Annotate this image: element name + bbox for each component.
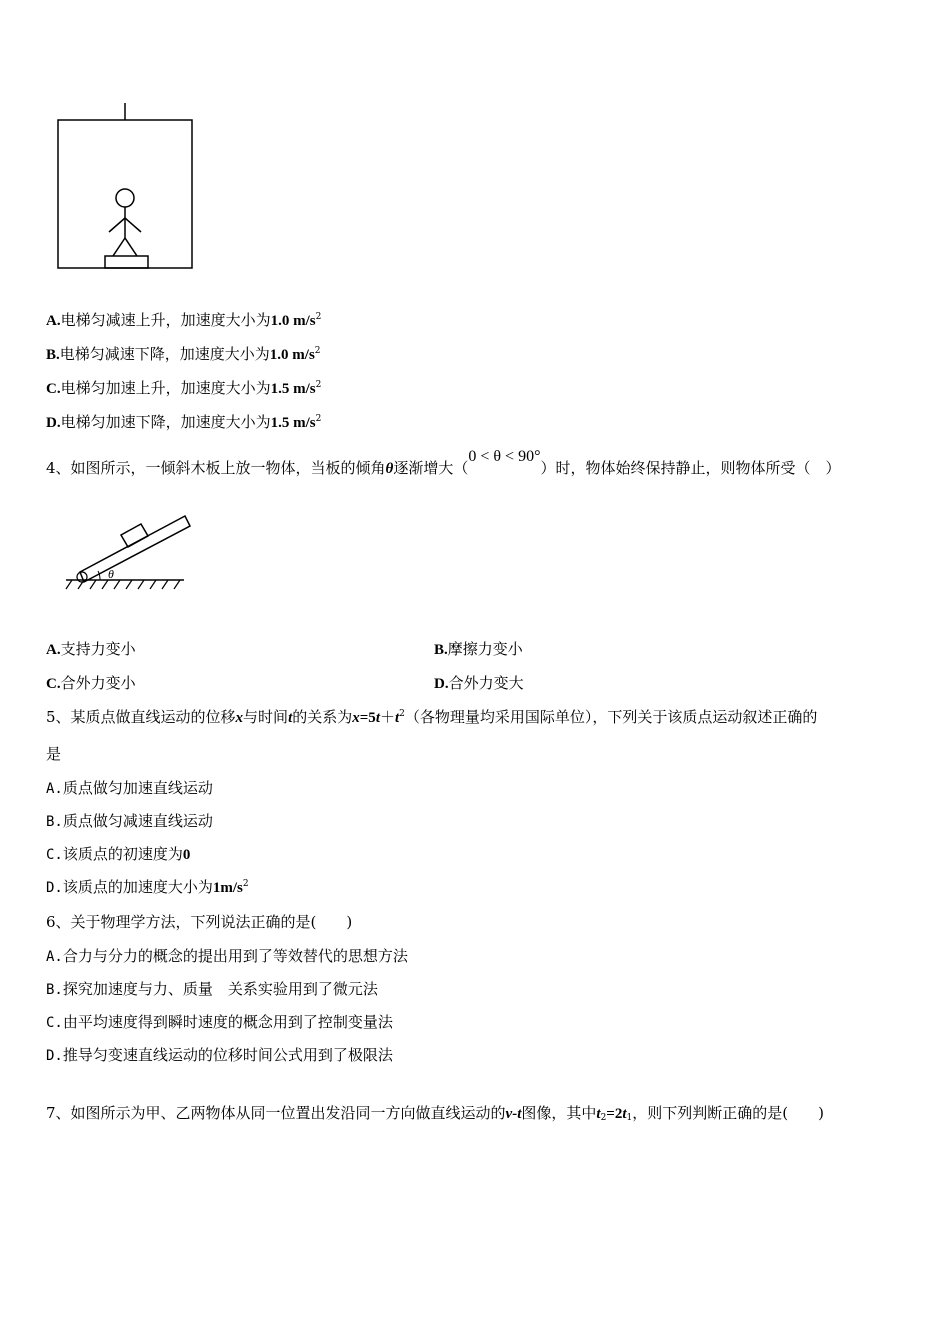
angle-arc [98,571,100,580]
q3-option-b: B.电梯匀减速下降，加速度大小为1.0 $m/s^2$ [46,345,321,363]
q5-stem-line2: 是 [46,745,62,763]
q5-option-c: C.该质点的初速度为0 [46,845,191,863]
q7-stem: 7、如图所示为甲、乙两物体从同一位置出发沿同一方向做直线运动的v-t图像，其中$t_2=2t_1$，则下列判断正确的是( ) [46,1104,824,1123]
angle-theta-label: θ [108,567,114,581]
inclined-board [80,516,190,582]
q3-option-c: C.电梯匀加速上升，加速度大小为1.5 $m/s^2$ [46,379,322,397]
q6-option-b: B.探究加速度与力、质量 关系实验用到了微元法 [46,980,378,998]
q6-option-d: D.推导匀变速直线运动的位移时间公式用到了极限法 [46,1046,393,1064]
q4-option-a: A.支持力变小 [46,640,136,658]
q6-option-c: C.由平均速度得到瞬时速度的概念用到了控制变量法 [46,1013,393,1031]
q4-angle-range: 0 < θ < 90° [468,448,541,465]
q6-option-a: A.合力与分力的概念的提出用到了等效替代的思想方法 [46,947,408,965]
q6-stem: 6、关于物理学方法，下列说法正确的是( ) [46,913,353,931]
q3-option-a: A.电梯匀减速上升，加速度大小为1.0 $m/s^2$ [46,311,322,329]
block-on-board [121,524,148,547]
q4-option-b: B.摩擦力变小 [434,640,523,658]
q5-option-a: A.质点做匀加速直线运动 [46,779,213,797]
q4-stem: 4、如图所示，一倾斜木板上放一物体，当板的倾角θ逐渐增大（0 < θ < 90°）时，物体始终保持静止，则物体所受（ ） [46,448,841,477]
q4-option-d: D.合外力变大 [434,674,524,692]
q5-stem: 5、某质点做直线运动的位移x与时间t的关系为$x=5t+t^2$（各物理量均采用国际单位），下列关于该质点运动叙述正确的 [46,708,818,726]
q5-option-d: D.该质点的加速度大小为$1m/s^2$ [46,878,249,896]
incline-figure [0,0,950,620]
q3-option-d: D.电梯匀加速下降，加速度大小为1.5 $m/s^2$ [46,413,322,431]
q4-option-c: C.合外力变小 [46,674,136,692]
q5-option-b: B.质点做匀减速直线运动 [46,812,213,830]
